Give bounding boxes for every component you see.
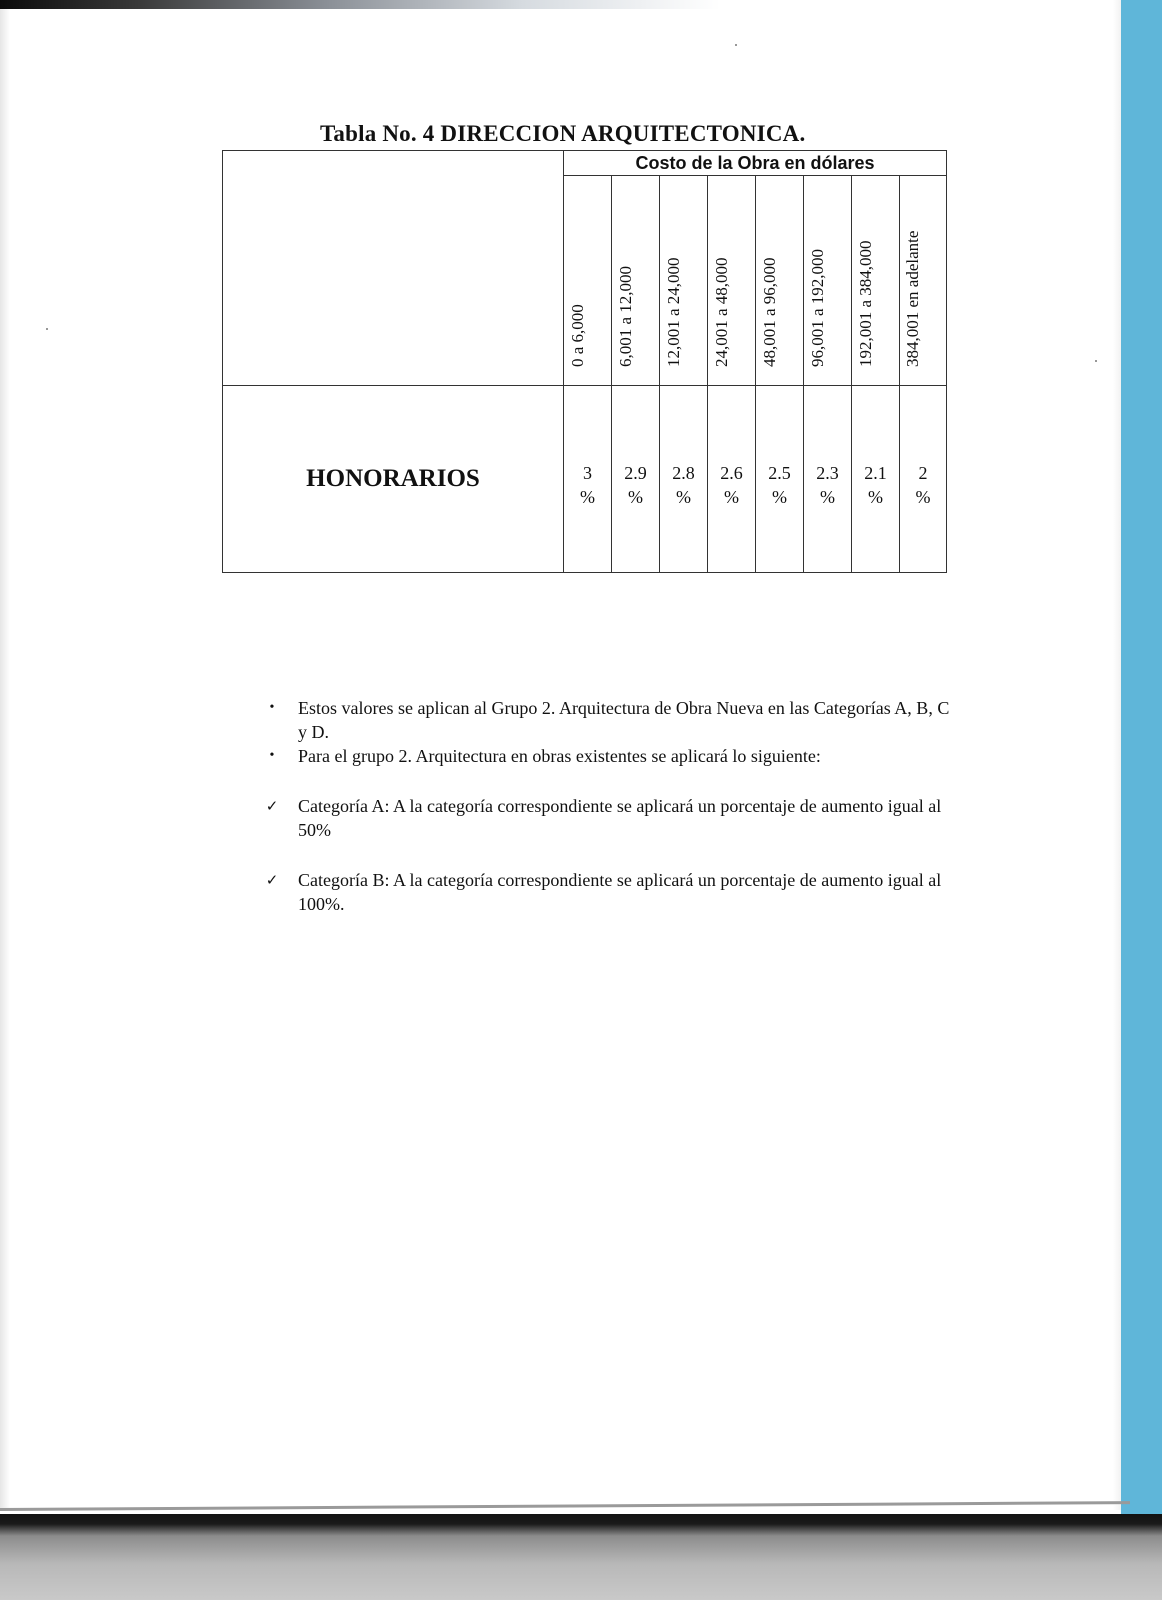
table-title: Tabla No. 4 DIRECCION ARQUITECTONICA. <box>320 121 806 146</box>
scanner-bottom-band <box>0 1514 1162 1600</box>
fee-cell <box>755 385 804 573</box>
range-header <box>563 175 612 386</box>
checkmark-icon: ✓ <box>265 797 279 815</box>
fee-value: 2.9 <box>624 463 647 483</box>
range-label: 12,001 a 24,000 <box>663 257 683 367</box>
range-header <box>899 175 947 386</box>
note-text: Para el grupo 2. Arquitectura en obras existentes se aplicará lo siguiente: <box>298 746 821 766</box>
scan-top-shadow <box>0 0 1162 9</box>
scan-left-edge <box>0 9 10 1509</box>
range-header <box>851 175 900 386</box>
range-header <box>803 175 852 386</box>
fee-cell <box>611 385 660 573</box>
page-bottom-edge <box>0 1501 1130 1511</box>
fee-value: 3 <box>583 463 592 483</box>
fee-cell <box>899 385 947 573</box>
range-label: 192,001 a 384,000 <box>855 240 875 367</box>
fee-unit: % <box>915 487 931 507</box>
note-text: Categoría B: A la categoría correspondiente se aplicará un porcentaje de aumento igual al 100%. <box>298 870 942 914</box>
note-item <box>262 794 962 842</box>
fee-unit: % <box>772 487 787 507</box>
fee-cell <box>563 385 612 573</box>
dust-speck <box>1095 360 1097 362</box>
range-label: 0 a 6,000 <box>567 304 587 367</box>
checkmark-icon: ✓ <box>265 871 279 889</box>
range-header <box>659 175 708 386</box>
blue-folder-background <box>1121 0 1162 1520</box>
dust-speck <box>46 328 48 330</box>
range-label: 6,001 a 12,000 <box>615 265 635 367</box>
range-label: 24,001 a 48,000 <box>711 257 731 367</box>
range-label: 384,001 en adelante <box>903 230 922 367</box>
range-header <box>611 175 660 386</box>
fee-unit: % <box>820 487 835 507</box>
fee-unit: % <box>868 487 883 507</box>
fee-value: 2.5 <box>768 463 791 483</box>
note-item <box>262 744 962 768</box>
dust-speck <box>735 44 737 46</box>
cost-group-header: Costo de la Obra en dólares <box>563 150 947 176</box>
note-text: Categoría A: A la categoría correspondiente se aplicará un porcentaje de aumento igual al 50% <box>298 796 942 840</box>
honorarios-label: HONORARIOS <box>222 385 564 573</box>
range-label: 48,001 a 96,000 <box>759 257 779 367</box>
table-corner-cell <box>222 150 564 386</box>
range-header <box>707 175 756 386</box>
notes-list <box>262 696 962 916</box>
fee-value: 2.8 <box>672 463 695 483</box>
note-text: Estos valores se aplican al Grupo 2. Arquitectura de Obra Nueva en las Categorías A, B, C y D. <box>298 698 950 742</box>
bullet-icon: • <box>269 748 275 763</box>
fee-unit: % <box>580 487 595 507</box>
fee-value: 2.6 <box>720 463 743 483</box>
range-header <box>755 175 804 386</box>
fee-cell <box>851 385 900 573</box>
fee-unit: % <box>628 487 643 507</box>
fee-value: 2.3 <box>816 463 839 483</box>
bullet-icon: • <box>269 700 275 715</box>
fee-cell <box>659 385 708 573</box>
fee-value: 2.1 <box>864 463 887 483</box>
fee-table <box>222 150 947 573</box>
note-item <box>262 868 962 916</box>
fee-cell <box>803 385 852 573</box>
fee-unit: % <box>724 487 739 507</box>
note-item <box>262 696 962 744</box>
range-label: 96,001 a 192,000 <box>807 248 827 367</box>
fee-value: 2 <box>918 463 928 483</box>
fee-unit: % <box>676 487 691 507</box>
fee-cell <box>707 385 756 573</box>
